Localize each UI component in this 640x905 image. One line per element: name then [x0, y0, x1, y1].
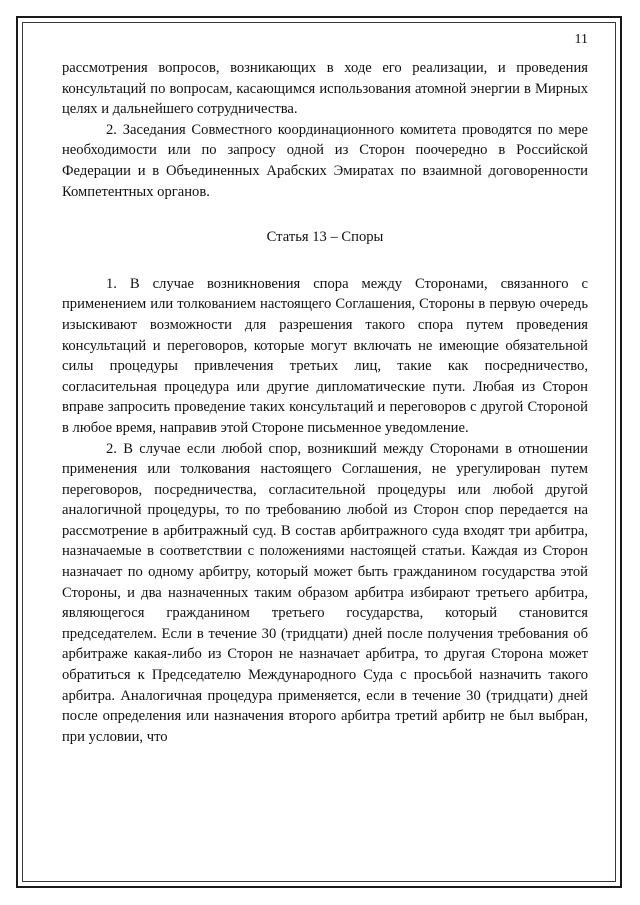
document-body [62, 58, 588, 747]
paragraph-continued: рассмотрения вопросов, возникающих в ходе его реализации, и проведения консультаций по вопросам, касающимся использования атомной энергии в Мирных целях и дальнейшего сотрудничества. [62, 60, 588, 118]
paragraph-committee-meetings: 2. Заседания Совместного координационного комитета проводятся по мере необходимости или по запросу одной из Сторон поочередно в Российской Федерации и в Объединенных Арабских Эмиратах по взаимной договоренности Компетентных органов. [62, 121, 588, 200]
article-title: Статья 13 – Споры [266, 229, 384, 246]
article-paragraph-1: 1. В случае возникновения спора между Сторонами, связанного с применением или толкованием настоящего Соглашения, Стороны в первую очередь изыскивают возможности для разрешения такого спора путем проведения консультаций и переговоров, которые могут включать не имеющие обязательной силы процедуры привлечения третьих лиц, такие как посредничество, согласительная процедура или другие дипломатические пути. Любая из Сторон вправе запросить проведение таких консультаций и переговоров с другой Стороной в любое время, направив этой Стороне письменное уведомление. [62, 275, 588, 436]
article-paragraph-2: 2. В случае если любой спор, возникший между Сторонами в отношении применения или толкования настоящего Соглашения, не урегулирован путем переговоров, посредничества, согласительной процедуры или любой другой аналогичной процедуры, то по требованию любой из Сторон спор передается на рассмотрение в арбитражный суд. В состав арбитражного суда входят три арбитра, назначаемые в соответствии с положениями настоящей статьи. Каждая из Сторон назначает по одному арбитру, который может быть гражданином государства этой Стороны, и два назначенных таким образом арбитра избирают третьего арбитра, являющегося гражданином третьего государства, который становится председателем. Если в течение 30 (тридцати) дней после получения требования об арбитраже какая-либо из Сторон не назначает арбитра, то другая Сторона может обратиться к Председателю Международного Суда с просьбой назначить такого арбитра. Аналогичная процедура применяется, если в течение 30 (тридцати) дней после определения или назначения второго арбитра третий арбитр не был выбран, при условии, что [62, 440, 588, 745]
page-number: 11 [574, 32, 588, 47]
